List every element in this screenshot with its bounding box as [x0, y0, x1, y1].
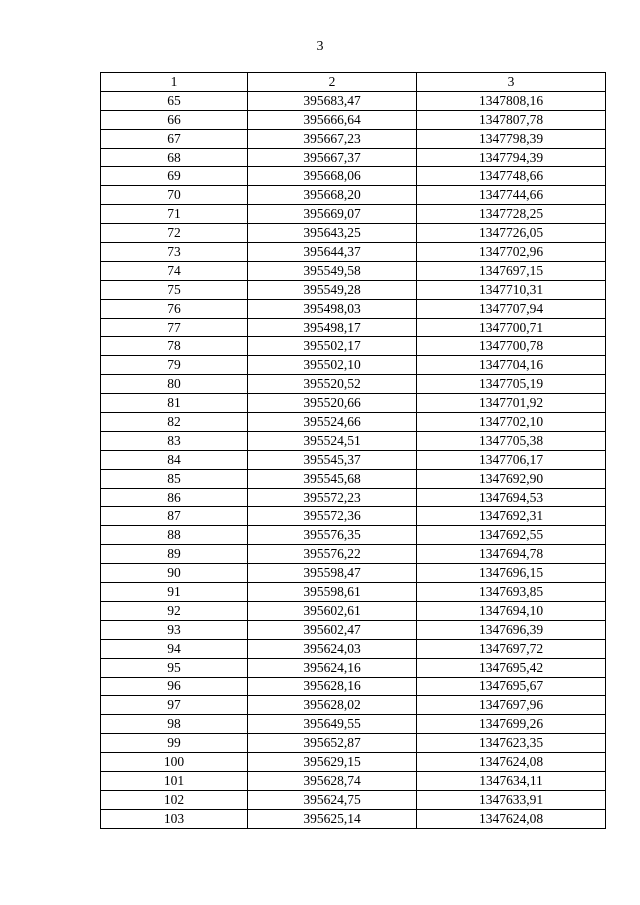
y-coordinate-cell: 1347694,53	[417, 488, 606, 507]
y-coordinate-cell: 1347695,67	[417, 677, 606, 696]
table-row	[101, 167, 606, 186]
x-coordinate-cell: 395667,23	[248, 129, 417, 148]
y-coordinate-cell: 1347692,90	[417, 469, 606, 488]
y-coordinate-cell: 1347697,96	[417, 696, 606, 715]
column-header-1: 1	[101, 73, 248, 92]
x-coordinate-cell: 395629,15	[248, 753, 417, 772]
x-coordinate-cell: 395598,47	[248, 564, 417, 583]
point-number-cell: 78	[101, 337, 248, 356]
point-number-cell: 98	[101, 715, 248, 734]
x-coordinate-cell: 395545,68	[248, 469, 417, 488]
point-number-cell: 89	[101, 545, 248, 564]
point-number-cell: 95	[101, 658, 248, 677]
table-row	[101, 91, 606, 110]
point-number-cell: 99	[101, 734, 248, 753]
table-row	[101, 809, 606, 828]
table-row	[101, 488, 606, 507]
table-row	[101, 469, 606, 488]
x-coordinate-cell: 395683,47	[248, 91, 417, 110]
y-coordinate-cell: 1347705,19	[417, 375, 606, 394]
y-coordinate-cell: 1347633,91	[417, 790, 606, 809]
y-coordinate-cell: 1347798,39	[417, 129, 606, 148]
y-coordinate-cell: 1347696,15	[417, 564, 606, 583]
x-coordinate-cell: 395498,03	[248, 299, 417, 318]
y-coordinate-cell: 1347726,05	[417, 224, 606, 243]
y-coordinate-cell: 1347704,16	[417, 356, 606, 375]
x-coordinate-cell: 395598,61	[248, 583, 417, 602]
table-row	[101, 318, 606, 337]
table-row	[101, 564, 606, 583]
table-body	[101, 91, 606, 828]
x-coordinate-cell: 395669,07	[248, 205, 417, 224]
point-number-cell: 70	[101, 186, 248, 205]
column-header-2: 2	[248, 73, 417, 92]
x-coordinate-cell: 395667,37	[248, 148, 417, 167]
y-coordinate-cell: 1347700,78	[417, 337, 606, 356]
table-row	[101, 148, 606, 167]
y-coordinate-cell: 1347623,35	[417, 734, 606, 753]
table-row	[101, 677, 606, 696]
x-coordinate-cell: 395666,64	[248, 110, 417, 129]
x-coordinate-cell: 395628,74	[248, 771, 417, 790]
y-coordinate-cell: 1347748,66	[417, 167, 606, 186]
x-coordinate-cell: 395520,52	[248, 375, 417, 394]
y-coordinate-cell: 1347694,10	[417, 601, 606, 620]
table-row	[101, 224, 606, 243]
table-row	[101, 583, 606, 602]
point-number-cell: 96	[101, 677, 248, 696]
x-coordinate-cell: 395643,25	[248, 224, 417, 243]
x-coordinate-cell: 395644,37	[248, 243, 417, 262]
point-number-cell: 91	[101, 583, 248, 602]
y-coordinate-cell: 1347692,55	[417, 526, 606, 545]
point-number-cell: 71	[101, 205, 248, 224]
y-coordinate-cell: 1347697,72	[417, 639, 606, 658]
table-row	[101, 205, 606, 224]
point-number-cell: 103	[101, 809, 248, 828]
y-coordinate-cell: 1347692,31	[417, 507, 606, 526]
point-number-cell: 87	[101, 507, 248, 526]
y-coordinate-cell: 1347706,17	[417, 450, 606, 469]
point-number-cell: 84	[101, 450, 248, 469]
y-coordinate-cell: 1347794,39	[417, 148, 606, 167]
x-coordinate-cell: 395576,22	[248, 545, 417, 564]
table-row	[101, 110, 606, 129]
x-coordinate-cell: 395624,75	[248, 790, 417, 809]
point-number-cell: 88	[101, 526, 248, 545]
point-number-cell: 68	[101, 148, 248, 167]
point-number-cell: 85	[101, 469, 248, 488]
point-number-cell: 101	[101, 771, 248, 790]
x-coordinate-cell: 395498,17	[248, 318, 417, 337]
point-number-cell: 97	[101, 696, 248, 715]
table-row	[101, 243, 606, 262]
coordinates-table	[100, 72, 606, 829]
y-coordinate-cell: 1347807,78	[417, 110, 606, 129]
x-coordinate-cell: 395649,55	[248, 715, 417, 734]
point-number-cell: 102	[101, 790, 248, 809]
page-number: 3	[316, 39, 324, 54]
y-coordinate-cell: 1347705,38	[417, 431, 606, 450]
table-row	[101, 186, 606, 205]
y-coordinate-cell: 1347701,92	[417, 394, 606, 413]
table-row	[101, 261, 606, 280]
table-row	[101, 299, 606, 318]
point-number-cell: 100	[101, 753, 248, 772]
table-row	[101, 375, 606, 394]
table-row	[101, 394, 606, 413]
table-row	[101, 431, 606, 450]
point-number-cell: 72	[101, 224, 248, 243]
x-coordinate-cell: 395576,35	[248, 526, 417, 545]
table-row	[101, 601, 606, 620]
y-coordinate-cell: 1347699,26	[417, 715, 606, 734]
point-number-cell: 92	[101, 601, 248, 620]
x-coordinate-cell: 395652,87	[248, 734, 417, 753]
table-row	[101, 753, 606, 772]
x-coordinate-cell: 395524,51	[248, 431, 417, 450]
y-coordinate-cell: 1347728,25	[417, 205, 606, 224]
x-coordinate-cell: 395520,66	[248, 394, 417, 413]
table-row	[101, 696, 606, 715]
x-coordinate-cell: 395668,20	[248, 186, 417, 205]
x-coordinate-cell: 395602,61	[248, 601, 417, 620]
x-coordinate-cell: 395572,23	[248, 488, 417, 507]
x-coordinate-cell: 395524,66	[248, 413, 417, 432]
point-number-cell: 81	[101, 394, 248, 413]
y-coordinate-cell: 1347697,15	[417, 261, 606, 280]
point-number-cell: 66	[101, 110, 248, 129]
point-number-cell: 76	[101, 299, 248, 318]
y-coordinate-cell: 1347707,94	[417, 299, 606, 318]
point-number-cell: 79	[101, 356, 248, 375]
table-row	[101, 450, 606, 469]
x-coordinate-cell: 395502,17	[248, 337, 417, 356]
table-row	[101, 790, 606, 809]
table-row	[101, 337, 606, 356]
point-number-cell: 80	[101, 375, 248, 394]
y-coordinate-cell: 1347710,31	[417, 280, 606, 299]
point-number-cell: 75	[101, 280, 248, 299]
y-coordinate-cell: 1347695,42	[417, 658, 606, 677]
x-coordinate-cell: 395628,16	[248, 677, 417, 696]
table-row	[101, 526, 606, 545]
table-row	[101, 545, 606, 564]
table-header-row	[101, 73, 606, 92]
x-coordinate-cell: 395549,58	[248, 261, 417, 280]
y-coordinate-cell: 1347694,78	[417, 545, 606, 564]
x-coordinate-cell: 395628,02	[248, 696, 417, 715]
y-coordinate-cell: 1347700,71	[417, 318, 606, 337]
table-row	[101, 639, 606, 658]
table-row	[101, 507, 606, 526]
table-row	[101, 620, 606, 639]
y-coordinate-cell: 1347634,11	[417, 771, 606, 790]
y-coordinate-cell: 1347624,08	[417, 753, 606, 772]
point-number-cell: 83	[101, 431, 248, 450]
x-coordinate-cell: 395549,28	[248, 280, 417, 299]
point-number-cell: 82	[101, 413, 248, 432]
point-number-cell: 65	[101, 91, 248, 110]
table-row	[101, 129, 606, 148]
x-coordinate-cell: 395572,36	[248, 507, 417, 526]
table-row	[101, 413, 606, 432]
y-coordinate-cell: 1347693,85	[417, 583, 606, 602]
y-coordinate-cell: 1347744,66	[417, 186, 606, 205]
point-number-cell: 67	[101, 129, 248, 148]
table-row	[101, 658, 606, 677]
point-number-cell: 93	[101, 620, 248, 639]
point-number-cell: 73	[101, 243, 248, 262]
point-number-cell: 86	[101, 488, 248, 507]
table-row	[101, 356, 606, 375]
point-number-cell: 74	[101, 261, 248, 280]
table-row	[101, 280, 606, 299]
x-coordinate-cell: 395624,03	[248, 639, 417, 658]
table-row	[101, 771, 606, 790]
x-coordinate-cell: 395625,14	[248, 809, 417, 828]
x-coordinate-cell: 395545,37	[248, 450, 417, 469]
y-coordinate-cell: 1347624,08	[417, 809, 606, 828]
point-number-cell: 94	[101, 639, 248, 658]
column-header-3: 3	[417, 73, 606, 92]
y-coordinate-cell: 1347702,10	[417, 413, 606, 432]
table-row	[101, 715, 606, 734]
x-coordinate-cell: 395502,10	[248, 356, 417, 375]
x-coordinate-cell: 395668,06	[248, 167, 417, 186]
y-coordinate-cell: 1347808,16	[417, 91, 606, 110]
table-row	[101, 734, 606, 753]
x-coordinate-cell: 395602,47	[248, 620, 417, 639]
point-number-cell: 90	[101, 564, 248, 583]
point-number-cell: 69	[101, 167, 248, 186]
x-coordinate-cell: 395624,16	[248, 658, 417, 677]
y-coordinate-cell: 1347696,39	[417, 620, 606, 639]
point-number-cell: 77	[101, 318, 248, 337]
y-coordinate-cell: 1347702,96	[417, 243, 606, 262]
